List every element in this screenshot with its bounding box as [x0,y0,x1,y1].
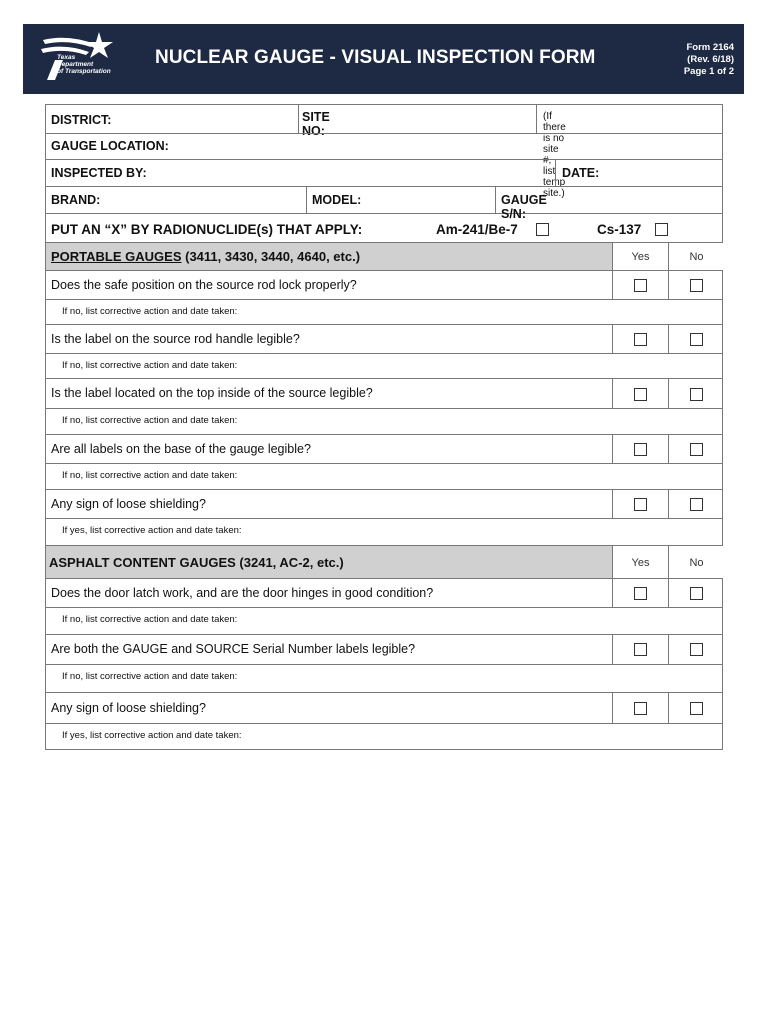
portable-q3-yes-cell [612,379,668,408]
portable-q5-no-cell [668,490,724,518]
portable-q1-yes-checkbox[interactable] [634,279,647,292]
form-number-block [684,42,734,78]
form-revision: (Rev. 6/18) [687,54,734,65]
asphalt-q1-no-checkbox[interactable] [690,587,703,600]
org-name [57,54,127,75]
form-number: Form 2164 [686,42,734,53]
portable-n2-text: If no, list corrective action and date taken: [62,360,238,371]
gauge-sn-cell[interactable] [495,187,547,221]
asphalt-q2-text: Are both the GAUGE and SOURCE Serial Number labels legible? [51,642,416,656]
asphalt-note-3[interactable] [45,723,723,750]
form-header [23,24,744,94]
am241-label: Am-241/Be-7 [436,222,518,237]
portable-n3-text: If no, list corrective action and date taken: [62,415,238,426]
portable-q4-yes-checkbox[interactable] [634,443,647,456]
portable-q5-yes-checkbox[interactable] [634,498,647,511]
portable-q2-text: Is the label on the source rod handle legible? [51,332,300,346]
date-cell[interactable] [555,160,600,186]
asphalt-q3-yes-cell [612,693,668,723]
portable-q1-yes-cell [612,271,668,299]
portable-gauges-title [51,249,360,264]
org-line-2: Department [57,61,94,68]
portable-question-3 [45,378,723,409]
asphalt-q2-no-cell [668,635,724,664]
am241-checkbox[interactable] [536,223,549,236]
portable-q1-text: Does the safe position on the source rod lock properly? [51,278,357,292]
inspected-by-row [45,159,723,187]
cs137-checkbox[interactable] [655,223,668,236]
radionuclide-row [45,213,723,243]
portable-q5-no-checkbox[interactable] [690,498,703,511]
asphalt-q2-no-checkbox[interactable] [690,643,703,656]
asphalt-gauges-header [45,545,723,579]
asphalt-q3-no-checkbox[interactable] [690,702,703,715]
asphalt-q2-yes-cell [612,635,668,664]
asphalt-q3-text: Any sign of loose shielding? [51,701,206,715]
portable-note-1[interactable] [45,299,723,325]
portable-gauges-header [45,242,723,271]
district-label: DISTRICT: [51,113,112,127]
portable-note-5[interactable] [45,518,723,546]
portable-gauges-models: (3411, 3430, 3440, 4640, etc.) [181,249,361,264]
portable-q3-no-cell [668,379,724,408]
gauge-location-label: GAUGE LOCATION: [51,139,169,153]
org-line-3: of Transportation [57,68,111,75]
brand-label: BRAND: [51,193,101,207]
asphalt-question-3 [45,692,723,724]
portable-n5-text: If yes, list corrective action and date taken: [62,525,242,536]
portable-q2-yes-cell [612,325,668,353]
asphalt-gauges-title: ASPHALT CONTENT GAUGES (3241, AC-2, etc.) [49,555,344,570]
portable-q2-no-checkbox[interactable] [690,333,703,346]
asphalt-question-2 [45,634,723,665]
page-number: Page 1 of 2 [683,66,734,77]
portable-note-2[interactable] [45,353,723,379]
portable-q1-no-checkbox[interactable] [690,279,703,292]
page-title: NUCLEAR GAUGE - VISUAL INSPECTION FORM [155,47,596,68]
asphalt-question-1 [45,578,723,608]
portable-gauges-heading: PORTABLE GAUGES [51,249,182,264]
org-line-1: Texas [57,54,76,61]
portable-question-2 [45,324,723,354]
asphalt-note-2[interactable] [45,664,723,693]
model-cell[interactable] [306,187,362,213]
portable-q5-yes-cell [612,490,668,518]
portable-n4-text: If no, list corrective action and date taken: [62,470,238,481]
radionuclide-prompt: PUT AN “X” BY RADIONUCLIDE(s) THAT APPLY: [51,222,363,237]
asphalt-n1-text: If no, list corrective action and date taken: [62,614,238,625]
asphalt-yes-header: Yes [612,546,668,578]
asphalt-q1-no-cell [668,579,724,607]
portable-no-header: No [668,243,724,270]
portable-q2-yes-checkbox[interactable] [634,333,647,346]
asphalt-q3-yes-checkbox[interactable] [634,702,647,715]
portable-q4-no-checkbox[interactable] [690,443,703,456]
portable-note-4[interactable] [45,463,723,490]
date-label: DATE: [562,166,600,180]
asphalt-q1-yes-checkbox[interactable] [634,587,647,600]
portable-question-4 [45,434,723,464]
cs137-label: Cs-137 [597,222,642,237]
portable-q5-text: Any sign of loose shielding? [51,497,206,511]
portable-question-5 [45,489,723,519]
site-no-label: SITE NO: [302,110,330,138]
portable-q3-no-checkbox[interactable] [690,388,703,401]
asphalt-note-1[interactable] [45,607,723,635]
portable-q3-yes-checkbox[interactable] [634,388,647,401]
portable-q2-no-cell [668,325,724,353]
asphalt-n2-text: If no, list corrective action and date taken: [62,671,238,682]
portable-q4-no-cell [668,435,724,463]
asphalt-no-header: No [668,546,724,578]
portable-n1-text: If no, list corrective action and date taken: [62,306,238,317]
asphalt-q3-no-cell [668,693,724,723]
portable-q1-no-cell [668,271,724,299]
brand-model-row [45,186,723,221]
model-label: MODEL: [312,193,362,207]
portable-q4-yes-cell [612,435,668,463]
portable-question-1 [45,270,723,300]
portable-q3-text: Is the label located on the top inside of the source legible? [51,386,373,400]
portable-q4-text: Are all labels on the base of the gauge legible? [51,442,311,456]
gauge-sn-label: GAUGE S/N: [501,193,547,221]
site-hint-cell [536,105,566,199]
asphalt-q1-yes-cell [612,579,668,607]
asphalt-q2-yes-checkbox[interactable] [634,643,647,656]
portable-yes-header: Yes [612,243,668,270]
site-no-cell[interactable] [298,105,330,138]
site-hint: (If there is no site #, list temp site.) [543,111,566,199]
asphalt-q1-text: Does the door latch work, and are the door hinges in good condition? [51,586,434,600]
inspected-by-label: INSPECTED BY: [51,166,147,180]
asphalt-n3-text: If yes, list corrective action and date taken: [62,730,242,741]
gauge-location-row[interactable] [45,133,723,160]
portable-note-3[interactable] [45,408,723,435]
